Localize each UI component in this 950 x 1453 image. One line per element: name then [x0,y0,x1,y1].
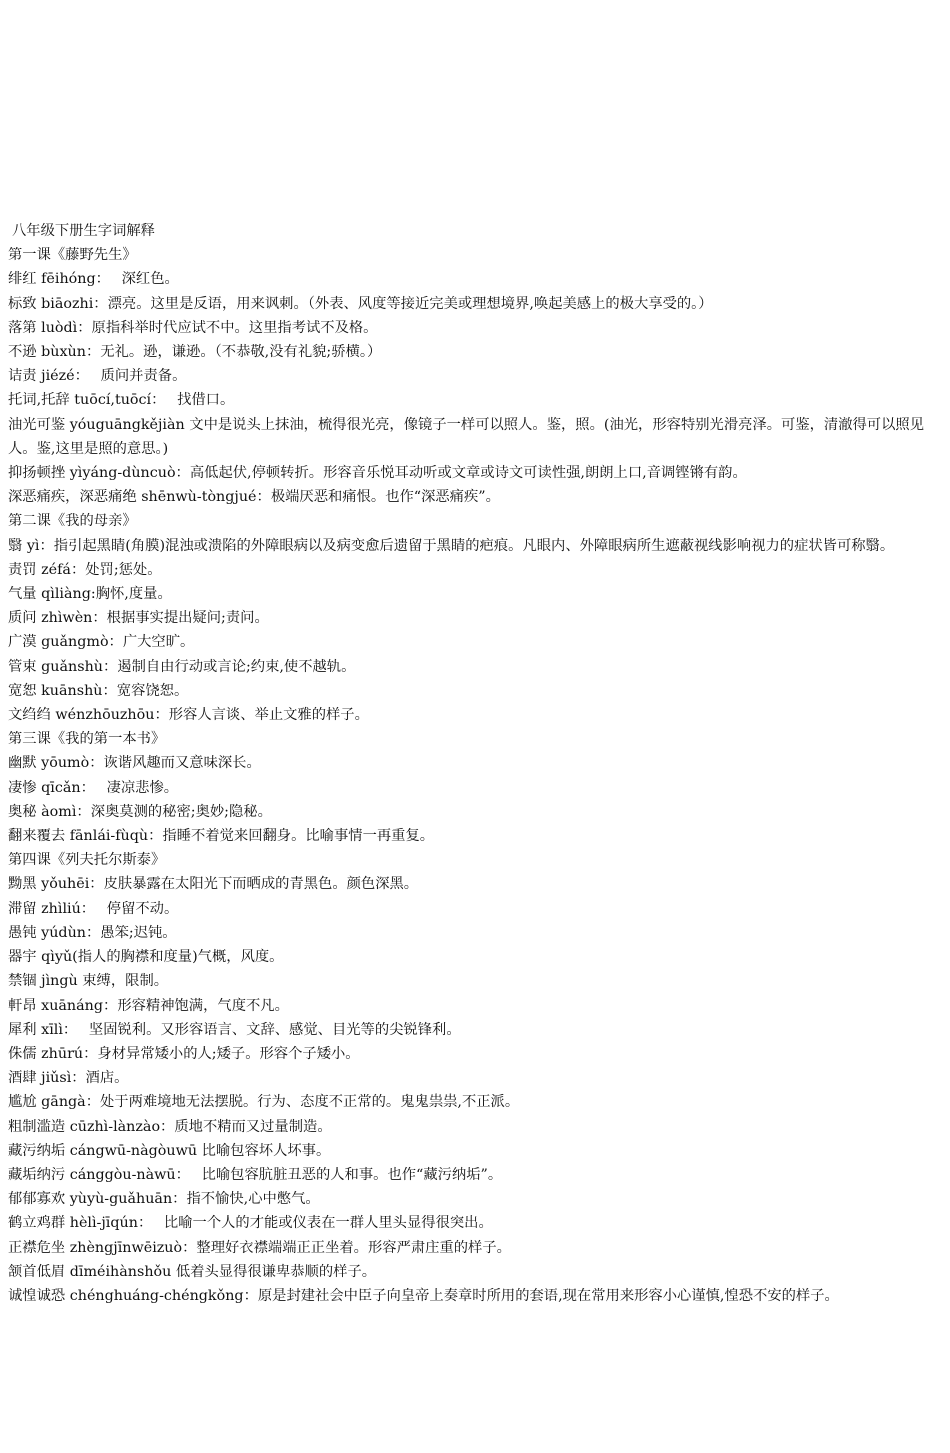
vocab-entry: 侏儒 zhūrú：身材异常矮小的人;矮子。形容个子矮小。 [8,1045,360,1062]
vocab-entry: 颔首低眉 dīméihànshǒu 低着头显得很谦卑恭顺的样子。 [8,1263,377,1280]
vocab-entry: 气量 qìliàng:胸怀,度量。 [8,586,172,603]
vocab-entry: 幽默 yōumò：诙谐风趣而又意味深长。 [8,755,261,772]
vocab-entry: 抑扬顿挫 yìyáng-dùncuò：高低起伏,停顿转折。形容音乐悦耳动听或文章或诗文可读性强,朗朗上口,音调铿锵有韵。 [8,465,747,482]
vocab-entry: 郁郁寡欢 yùyù-guǎhuān：指不愉快,心中憋气。 [8,1191,320,1208]
vocab-entry: 黝黑 yǒuhēi：皮肤暴露在太阳光下而晒成的青黑色。颜色深黑。 [8,876,419,893]
vocab-entry: 广漠 guǎngmò：广大空旷。 [8,634,195,651]
vocab-entry: 质问 zhìwèn：根据事实提出疑问;责问。 [8,610,269,627]
vocab-entry: 愚钝 yúdùn：愚笨;迟钝。 [8,924,177,941]
vocab-entry: 犀利 xīlì： 坚固锐利。又形容语言、文辞、感觉、目光等的尖锐锋利。 [8,1021,461,1038]
vocab-entry: 禁锢 jìngù 束缚，限制。 [8,973,169,990]
document-title: 八年级下册生字词解释 [12,223,155,239]
lesson-1-heading: 第一课《藤野先生》 [8,247,137,264]
vocab-entry: 藏垢纳污 cánggòu-nàwū： 比喻包容肮脏丑恶的人和事。也作“藏污纳垢”。 [8,1166,503,1183]
vocab-entry: 正襟危坐 zhèngjīnwēizuò：整理好衣襟端端正正坐着。形容严肃庄重的样子。 [8,1239,511,1256]
vocab-entry: 粗制滥造 cūzhì-lànzào：质地不精而又过量制造。 [8,1118,332,1135]
lesson-2-heading: 第二课《我的母亲》 [8,513,137,530]
vocab-entry: 滞留 zhìliú： 停留不动。 [8,900,179,917]
lesson-4-heading: 第四课《列夫托尔斯泰》 [8,852,166,869]
vocab-entry: 奥秘 àomì：深奥莫测的秘密;奥妙;隐秘。 [8,803,272,820]
vocab-entry: 軒昂 xuānáng：形容精神饱满，气度不凡。 [8,997,289,1014]
vocab-entry: 鹤立鸡群 hèlì-jīqún： 比喻一个人的才能或仪表在一群人里头显得很突出。 [8,1215,493,1232]
vocab-entry: 酒肆 jiǔsì：酒店。 [8,1070,129,1087]
vocab-entry: 凄惨 qīcǎn： 凄凉悲惨。 [8,779,179,796]
vocab-entry: 标致 biāozhi：漂亮。这里是反语，用来讽刺。（外表、风度等接近完美或理想境界,唤起美感上的极大享受的。） [8,295,713,312]
vocab-entry: 器宇 qìyǔ(指人的胸襟和度量)气概，风度。 [8,949,284,966]
vocab-entry: 诘责 jiézé： 质问并责备。 [8,368,187,385]
vocab-entry: 落第 luòdì：原指科举时代应试不中。这里指考试不及格。 [8,319,378,336]
vocab-entry: 文绉绉 wénzhōuzhōu：形容人言谈、举止文雅的样子。 [8,707,369,724]
vocab-entry: 翻来覆去 fānlái-fùqù：指睡不着觉来回翻身。比喻事情一再重复。 [8,828,435,845]
vocab-entry: 宽恕 kuānshù：宽容饶恕。 [8,682,189,699]
vocab-entry: 不逊 bùxùn：无礼。逊，谦逊。（不恭敬,没有礼貌;骄横。） [8,344,382,361]
vocab-entry: 诚惶诚恐 chénghuáng-chéngkǒng：原是封建社会中臣子向皇帝上奏章时所用的套语,现在常用来形容小心谨慎,惶恐不安的样子。 [8,1287,839,1304]
vocab-entry: 尴尬 gāngà：处于两难境地无法摆脱。行为、态度不正常的。鬼鬼祟祟,不正派。 [8,1094,520,1111]
vocab-entry: 藏污纳垢 cángwū-nàgòuwū 比喻包容坏人坏事。 [8,1142,331,1159]
vocab-entry: 责罚 zéfá：处罚;惩处。 [8,561,162,578]
vocab-entry: 深恶痛疾，深恶痛绝 shēnwù-tòngjué：极端厌恶和痛恨。也作“深恶痛疾”。 [8,489,500,506]
lesson-3-heading: 第三课《我的第一本书》 [8,731,166,748]
vocab-entry: 管束 guǎnshù：遏制自由行动或言论;约束,使不越轨。 [8,658,356,675]
document-body [8,219,948,1308]
vocab-entry: 绯红 fēihóng： 深红色。 [8,271,179,288]
vocab-entry: 托词,托辞 tuōcí,tuōcí： 找借口。 [8,392,235,409]
vocab-entry: 油光可鉴 yóuguāngkějiàn 文中是说头上抹油，梳得很光亮，像镜子一样可以照人。鉴，照。(油光，形容特别光滑亮泽。可鉴，清澈得可以照见人。鉴,这里是照的意思。) [8,416,924,457]
vocab-entry: 翳 yì：指引起黑睛(角膜)混浊或溃陷的外障眼病以及病变愈后遗留于黑睛的疤痕。凡眼内、外障眼病所生遮蔽视线影响视力的症状皆可称翳。 [8,537,895,554]
